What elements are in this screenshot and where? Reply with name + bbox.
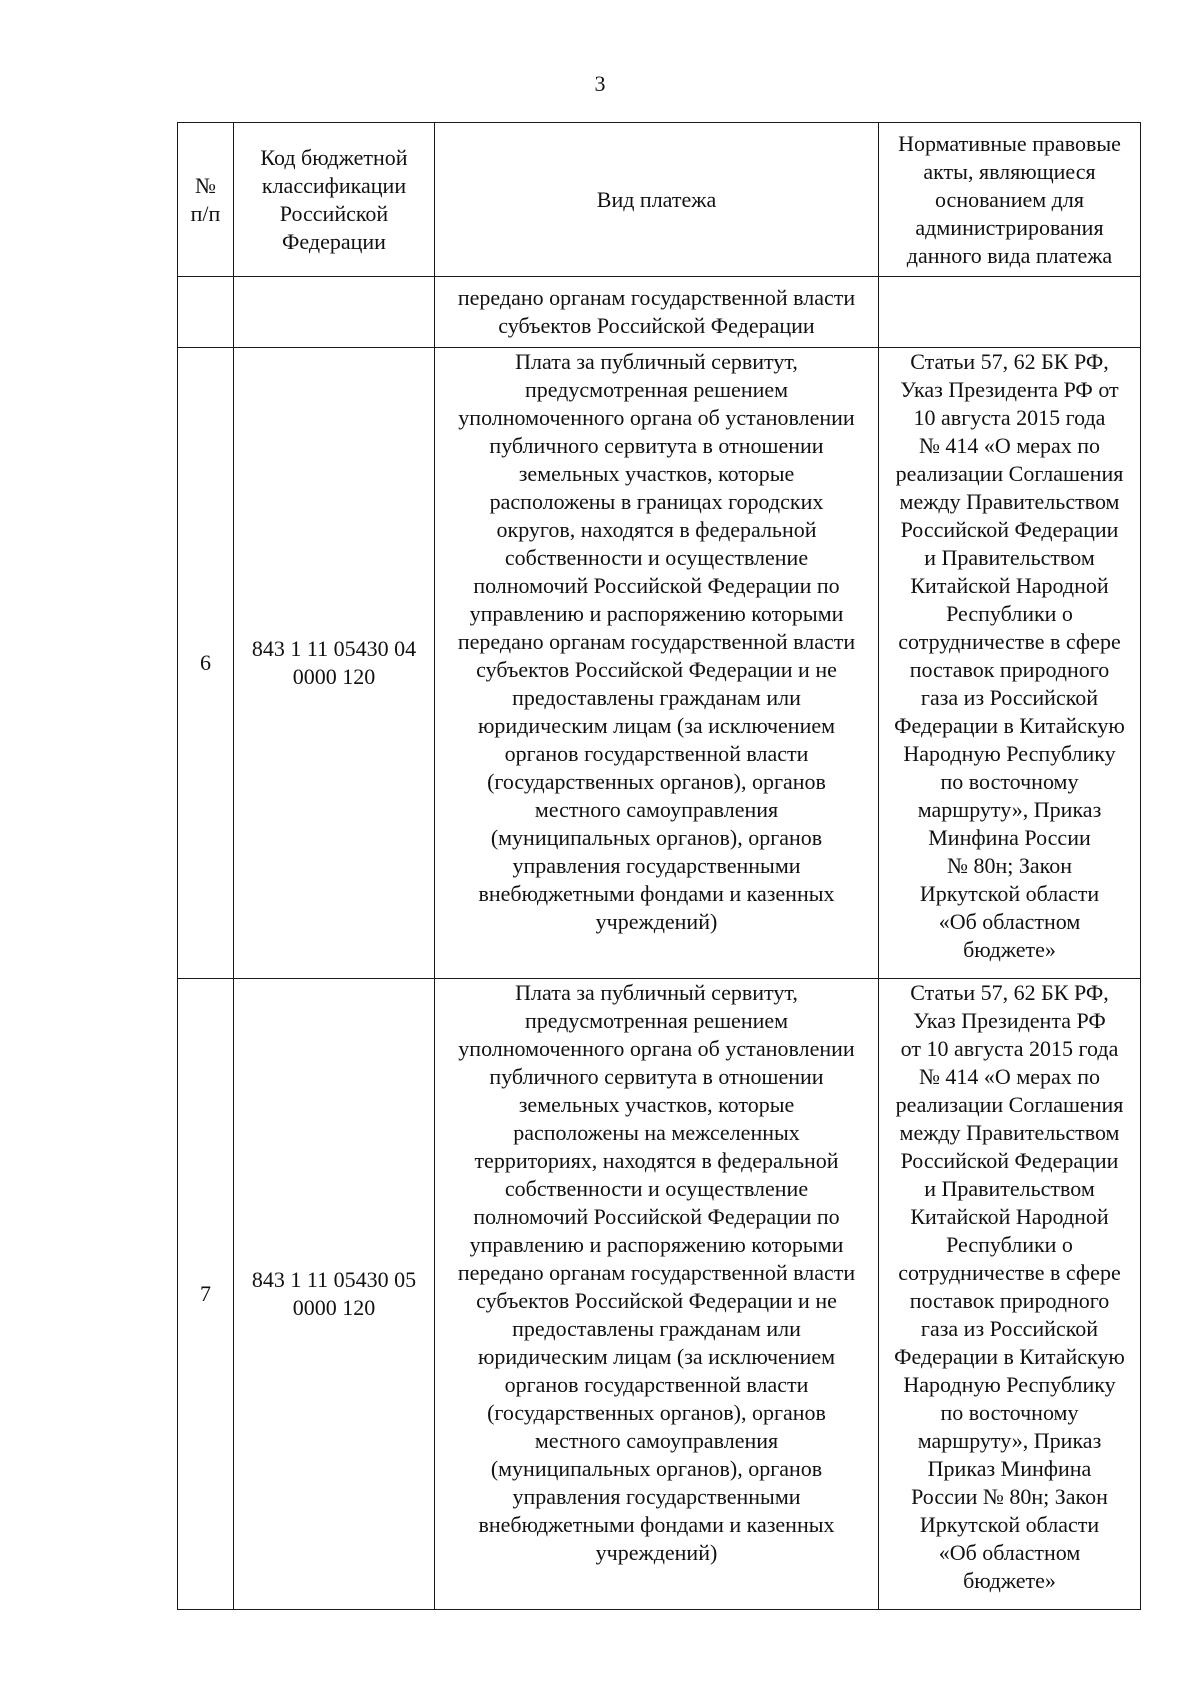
text-line: Минфина России	[928, 825, 1091, 850]
text-line: по восточному	[940, 769, 1079, 794]
text-line: внебюджетными фондами и казенных	[478, 1512, 835, 1537]
text-line: Китайской Народной	[910, 573, 1109, 598]
text-line: собственности и осуществление	[504, 1176, 809, 1201]
text-line: поставок природного	[909, 1288, 1110, 1313]
cell-num	[178, 277, 234, 348]
text-line: управления государственными	[512, 853, 801, 878]
text-line: маршруту», Приказ	[917, 797, 1102, 822]
text-line: между Правительством	[899, 1120, 1120, 1145]
text-line: Статьи 57, 62 БК РФ,	[910, 349, 1109, 374]
text-line: п/п	[190, 200, 221, 226]
cell-code	[234, 979, 435, 1610]
text-line: органов государственной власти	[504, 1372, 809, 1397]
text-line: реализации Соглашения	[895, 461, 1124, 486]
text-line: газа из Российской	[920, 1316, 1099, 1341]
text-line: сотрудничестве в сфере	[898, 629, 1121, 654]
cell-legal-acts	[879, 348, 1141, 979]
text-line: классификации	[261, 172, 407, 198]
text-line: Статьи 57, 62 БК РФ,	[910, 980, 1109, 1005]
header-num	[178, 123, 234, 277]
text-line: территориях, находятся в федеральной	[474, 1148, 839, 1173]
text-line: № 80н; Закон	[946, 853, 1072, 878]
cell-code	[234, 277, 435, 348]
text-line: округов, находятся в федеральной	[496, 517, 817, 542]
text-line: Указ Президента РФ	[913, 1008, 1106, 1033]
text-line: и Правительством	[924, 1176, 1095, 1201]
text-line: 843 1 11 05430 05	[251, 1267, 417, 1292]
text-line: полномочий Российской Федерации по	[473, 1204, 840, 1229]
text-line: субъектов Российской Федерации и не	[476, 657, 837, 682]
text-line: местного самоуправления	[534, 1428, 779, 1453]
text-line: Республики о	[946, 1232, 1073, 1257]
text-line: Нормативные правовые	[898, 130, 1121, 156]
text-line: публичного сервитута в отношении	[489, 433, 824, 458]
table-row	[178, 277, 1141, 348]
text-line: 0000 120	[292, 1295, 376, 1320]
text-line: 843 1 11 05430 04	[251, 636, 417, 661]
text-line: маршруту», Приказ	[917, 1428, 1102, 1453]
text-line: полномочий Российской Федерации по	[473, 573, 840, 598]
text-line: управлению и распоряжению которыми	[469, 1232, 844, 1257]
text-line: Российской Федерации	[900, 1148, 1119, 1173]
header-payment-type	[435, 123, 879, 277]
text-line: (муниципальных органов), органов	[490, 1456, 823, 1481]
text-line: Плата за публичный сервитут,	[515, 980, 798, 1005]
cell-num: 6	[178, 348, 234, 979]
cell-legal-acts	[879, 277, 1141, 348]
text-line: субъектов Российской Федерации	[498, 313, 815, 338]
text-line: управлению и распоряжению которыми	[469, 601, 844, 626]
text-line: предоставлены гражданам или	[512, 1316, 801, 1341]
text-line: субъектов Российской Федерации и не	[476, 1288, 837, 1313]
text-line: Российской Федерации	[900, 517, 1119, 542]
text-line: передано органам государственной власти	[457, 629, 856, 654]
text-line: передано органам государственной власти	[457, 1260, 856, 1285]
text-line: Народную Республику	[903, 1372, 1116, 1397]
cell-num: 7	[178, 979, 234, 1610]
text-line: Китайской Народной	[910, 1204, 1109, 1229]
text-line: поставок природного	[909, 657, 1110, 682]
table-row	[178, 348, 1141, 979]
cell-legal-acts	[879, 979, 1141, 1610]
text-line: акты, являющиеся	[923, 158, 1096, 184]
text-line: юридическим лицам (за исключением	[477, 713, 836, 738]
text-line: органов государственной власти	[504, 741, 809, 766]
text-line: расположены в границах городских	[489, 489, 824, 514]
text-line: предусмотренная решением	[524, 1008, 789, 1033]
text-line: Российской	[279, 200, 389, 226]
text-line: «Об областном	[938, 909, 1081, 934]
text-line: администрирования	[915, 214, 1104, 240]
text-line: «Об областном	[938, 1540, 1081, 1565]
text-line: Плата за публичный сервитут,	[515, 349, 798, 374]
text-line: Указ Президента РФ от	[900, 377, 1119, 402]
text-line: расположены на межселенных	[513, 1120, 800, 1145]
text-line: предусмотренная решением	[524, 377, 789, 402]
text-line: юридическим лицам (за исключением	[477, 1344, 836, 1369]
text-line: №	[195, 172, 216, 198]
text-line: бюджете»	[963, 1568, 1056, 1593]
text-line: Федерации в Китайскую	[894, 713, 1125, 738]
text-line: бюджете»	[963, 937, 1056, 962]
text-line: земельных участков, которые	[518, 461, 795, 486]
text-line: Народную Республику	[903, 741, 1116, 766]
cell-payment-type	[435, 979, 879, 1610]
text-line: Федерации в Китайскую	[894, 1344, 1125, 1369]
text-line: и Правительством	[924, 545, 1095, 570]
text-line: данного вида платежа	[906, 242, 1113, 268]
table-row	[178, 979, 1141, 1610]
text-line: Республики о	[946, 601, 1073, 626]
text-line: 0000 120	[292, 664, 376, 689]
text-line: № 414 «О мерах по	[918, 433, 1101, 458]
text-line: (государственных органов), органов	[487, 769, 826, 794]
header-legal-acts	[879, 123, 1141, 277]
text-line: уполномоченного органа об установлении	[458, 1036, 855, 1061]
table-header-row	[178, 123, 1141, 277]
text-line: Приказ Минфина	[927, 1456, 1092, 1481]
page-number: 3	[594, 71, 606, 96]
text-line: 10 августа 2015 года	[913, 405, 1106, 430]
text-line: учреждений)	[595, 1540, 718, 1565]
text-line: (муниципальных органов), органов	[490, 825, 823, 850]
text-line: собственности и осуществление	[504, 545, 809, 570]
text-line: передано органам государственной власти	[457, 285, 856, 310]
text-line: земельных участков, которые	[518, 1092, 795, 1117]
text-line: основанием для	[935, 186, 1084, 212]
text-line: Федерации	[282, 228, 386, 254]
text-line: предоставлены гражданам или	[512, 685, 801, 710]
text-line: внебюджетными фондами и казенных	[478, 881, 835, 906]
text-line: (государственных органов), органов	[487, 1400, 826, 1425]
text-line: сотрудничестве в сфере	[898, 1260, 1121, 1285]
text-line: Иркутской области	[919, 881, 1100, 906]
text-line: Код бюджетной	[260, 144, 408, 170]
text-line: учреждений)	[595, 909, 718, 934]
text-line: газа из Российской	[920, 685, 1099, 710]
text-line: № 414 «О мерах по	[918, 1064, 1101, 1089]
text-line: России № 80н; Закон	[911, 1484, 1108, 1509]
text-line: между Правительством	[899, 489, 1120, 514]
text-line: местного самоуправления	[534, 797, 779, 822]
text-line: по восточному	[940, 1400, 1079, 1425]
text-line: Иркутской области	[919, 1512, 1100, 1537]
text-line: Вид платежа	[596, 186, 717, 212]
cell-code	[234, 348, 435, 979]
cell-payment-type	[435, 348, 879, 979]
cell-payment-type	[435, 277, 879, 348]
text-line: управления государственными	[512, 1484, 801, 1509]
header-code	[234, 123, 435, 277]
budget-classification-table	[177, 122, 1141, 1610]
text-line: уполномоченного органа об установлении	[458, 405, 855, 430]
text-line: публичного сервитута в отношении	[489, 1064, 824, 1089]
text-line: от 10 августа 2015 года	[900, 1036, 1119, 1061]
text-line: реализации Соглашения	[895, 1092, 1124, 1117]
